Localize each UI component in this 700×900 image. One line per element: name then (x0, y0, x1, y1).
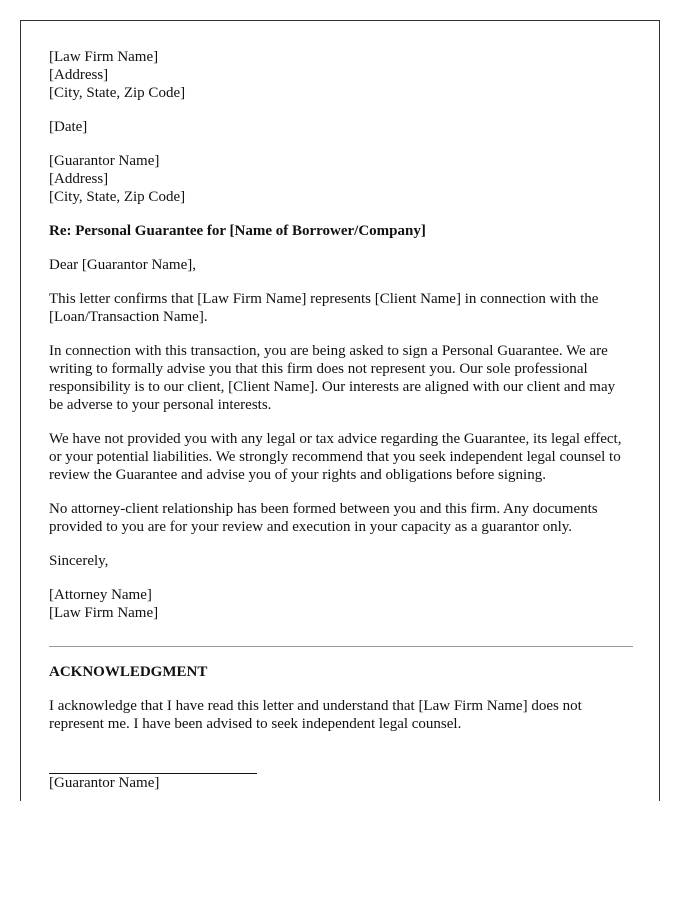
acknowledgment-text: I acknowledge that I have read this letter and understand that [Law Firm Name] does not represent me. I have been advised to seek independent legal counsel. (49, 698, 582, 732)
closing: Sincerely, (49, 553, 109, 569)
salutation: Dear [Guarantor Name], (49, 257, 197, 273)
guarantor-signature-label: [Guarantor Name] (49, 775, 160, 791)
sender-address: [Address] (49, 67, 109, 83)
sender-block (49, 48, 633, 102)
signature-firm-name: [Law Firm Name] (49, 605, 159, 621)
guarantor-signature-line[interactable] (49, 773, 257, 792)
recipient-city-state-zip: [City, State, Zip Code] (49, 189, 186, 205)
signature-block (49, 586, 633, 622)
recipient-address: [Address] (49, 171, 109, 187)
sender-city-state-zip: [City, State, Zip Code] (49, 85, 186, 101)
body-paragraph-4: No attorney-client relationship has been formed between you and this firm. Any documents provided to you are for your review and execution in your capacity as a guarantor only. (49, 501, 598, 535)
recipient-block (49, 152, 633, 206)
acknowledgment-title: ACKNOWLEDGMENT (49, 664, 208, 680)
letter-page (20, 20, 660, 801)
section-divider (49, 646, 633, 647)
letter-content (49, 48, 633, 792)
attorney-name: [Attorney Name] (49, 587, 152, 603)
recipient-name: [Guarantor Name] (49, 153, 160, 169)
letter-date: [Date] (49, 119, 88, 135)
sender-firm-name: [Law Firm Name] (49, 49, 159, 65)
body-paragraph-2: In connection with this transaction, you are being asked to sign a Personal Guarantee. We are writing to formally advise you that this firm does not represent you. Our sole professional responsibility is to our client, [Client Name]. Our interests are aligned with our client and may be adverse to your personal interests. (49, 343, 616, 413)
subject-line: Re: Personal Guarantee for [Name of Borrower/Company] (49, 223, 426, 239)
body-paragraph-3: We have not provided you with any legal or tax advice regarding the Guarantee, its legal effect, or your potential liabilities. We strongly recommend that you seek independent legal counsel to review the Guarantee and advise you of your rights and obligations before signing. (49, 431, 622, 483)
date-block (49, 118, 633, 136)
body-paragraph-1: This letter confirms that [Law Firm Name] represents [Client Name] in connection with the [Loan/Transaction Name]. (49, 291, 599, 325)
